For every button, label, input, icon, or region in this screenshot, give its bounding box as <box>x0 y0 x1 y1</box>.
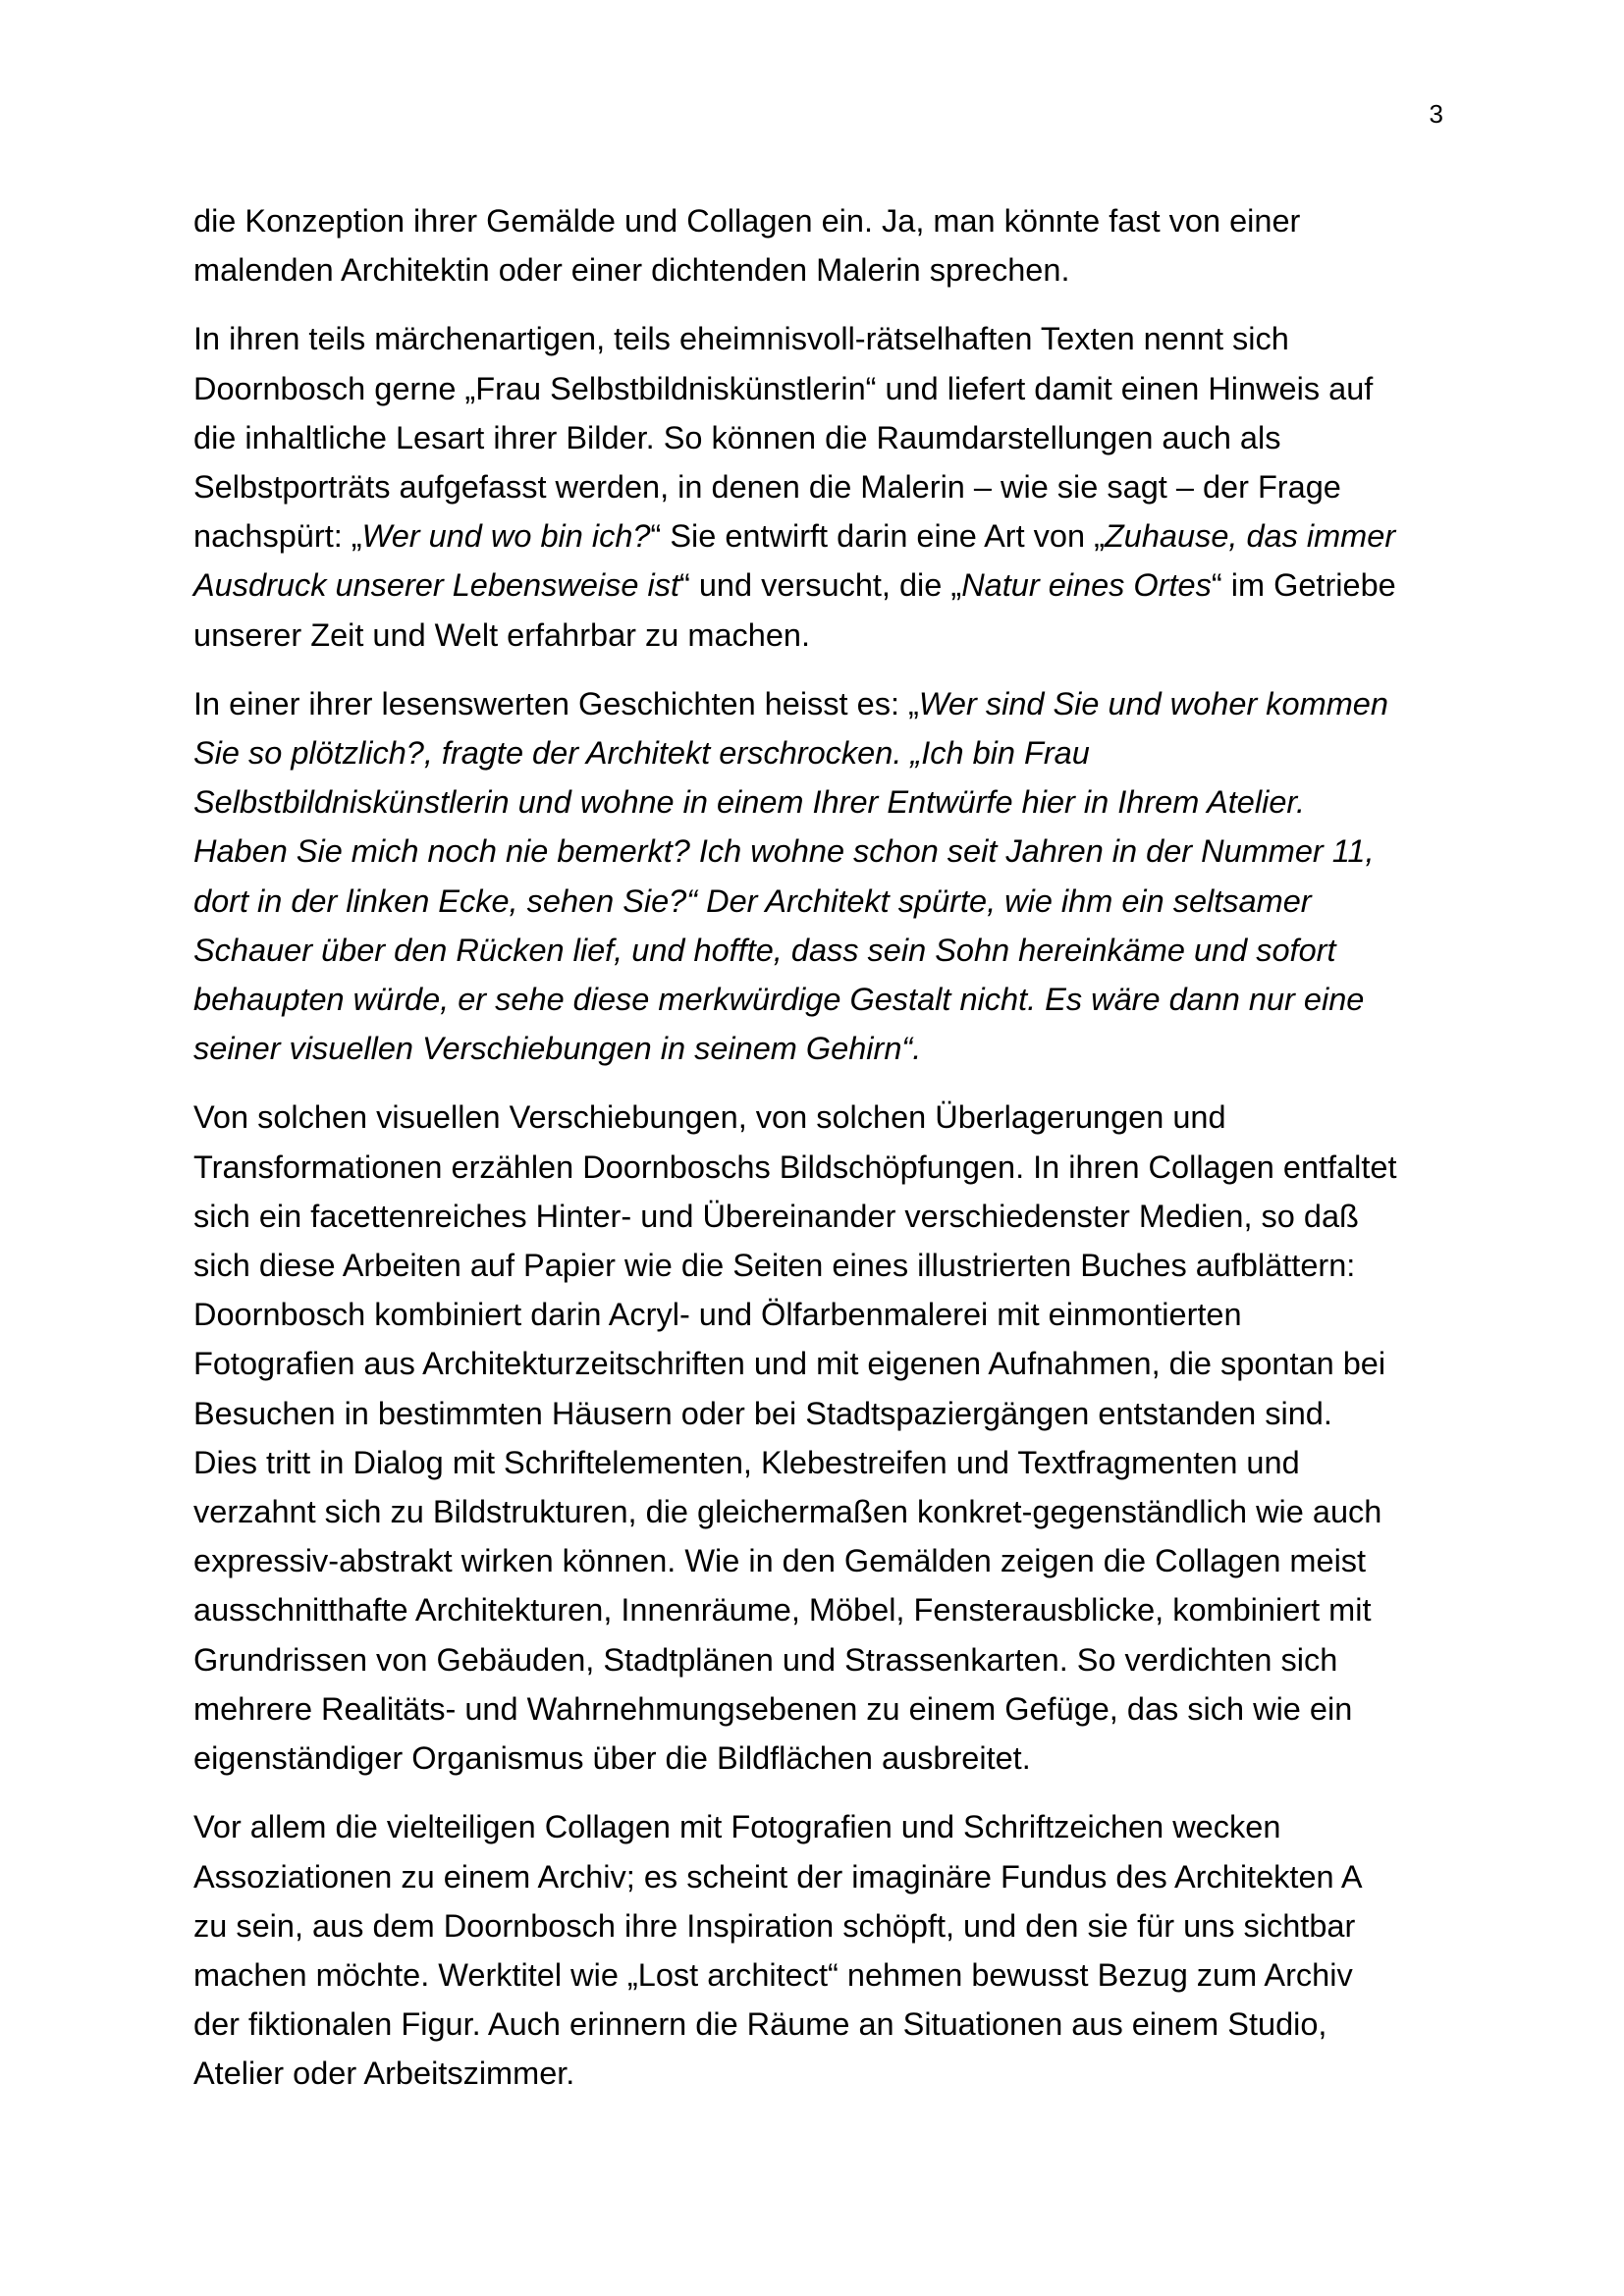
text-line <box>193 1802 1450 1851</box>
text-segment: “ und versucht, die „ <box>678 567 962 604</box>
text-segment: Assoziationen zu einem Archiv; es scheint der imaginäre Fundus des Architekten A <box>193 1858 1363 1895</box>
text-segment: Grundrissen von Gebäuden, Stadtplänen und Strassenkarten. So verdichten sich <box>193 1641 1338 1678</box>
paragraph <box>193 679 1450 1074</box>
text-line <box>193 1438 1450 1487</box>
text-line <box>193 611 1450 660</box>
text-segment: sich ein facettenreiches Hinter- und Übereinander verschiedenster Medien, so daß <box>193 1198 1359 1234</box>
text-line <box>193 413 1450 462</box>
text-line <box>193 1734 1450 1783</box>
italic-text-segment: Selbstbildniskünstlerin und wohne in einem Ihrer Entwürfe hier in Ihrem Atelier. <box>193 784 1306 821</box>
italic-text-segment: behaupten würde, er sehe diese merkwürdige Gestalt nicht. Es wäre dann nur eine <box>193 982 1365 1018</box>
text-segment: In einer ihrer lesenswerten Geschichten heisst es: „ <box>193 685 919 721</box>
text-line <box>193 1901 1450 1950</box>
text-segment: Von solchen visuellen Verschiebungen, von solchen Überlagerungen und <box>193 1099 1226 1136</box>
italic-text-segment: Haben Sie mich noch nie bemerkt? Ich wohne schon seit Jahren in der Nummer 11, <box>193 833 1375 870</box>
paragraph <box>193 1093 1450 1783</box>
text-segment: Besuchen in bestimmten Häusern oder bei Stadtspaziergängen entstanden sind. <box>193 1395 1332 1431</box>
text-segment: unserer Zeit und Welt erfahrbar zu machen. <box>193 616 811 653</box>
text-line <box>193 1024 1450 1073</box>
text-segment: Selbstporträts aufgefasst werden, in denen die Malerin – wie sie sagt – der Frage <box>193 469 1341 506</box>
text-segment: sich diese Arbeiten auf Papier wie die Seiten eines illustrierten Buches aufblättern: <box>193 1248 1356 1284</box>
text-segment: Atelier oder Arbeitszimmer. <box>193 2056 575 2092</box>
text-segment: Dies tritt in Dialog mit Schriftelementen, Klebestreifen und Textfragmenten und <box>193 1444 1300 1480</box>
text-segment: In ihren teils märchenartigen, teils eheimnisvoll-rätselhaften Texten nennt sich <box>193 321 1289 357</box>
text-segment: verzahnt sich zu Bildstrukturen, die gleichermaßen konkret-gegenständlich wie auch <box>193 1494 1382 1530</box>
text-line <box>193 245 1450 294</box>
text-line <box>193 1852 1450 1901</box>
text-segment: eigenständiger Organismus über die Bildflächen ausbreitet. <box>193 1740 1031 1777</box>
text-line <box>193 314 1450 363</box>
body-text <box>193 196 1450 2118</box>
text-line <box>193 679 1450 728</box>
italic-text-segment: Sie so plötzlich?, fragte der Architekt erschrocken. „Ich bin Frau <box>193 735 1090 772</box>
text-line <box>193 196 1450 245</box>
text-line <box>193 926 1450 975</box>
text-line <box>193 728 1450 777</box>
text-line <box>193 1192 1450 1241</box>
text-line <box>193 1389 1450 1438</box>
text-segment: “ im Getriebe <box>1211 567 1396 604</box>
text-line <box>193 1241 1450 1290</box>
text-line <box>193 1585 1450 1634</box>
text-segment: malenden Architektin oder einer dichtenden Malerin sprechen. <box>193 252 1070 289</box>
text-line <box>193 364 1450 413</box>
text-segment: mehrere Realitäts- und Wahrnehmungsebenen zu einem Gefüge, das sich wie ein <box>193 1690 1353 1727</box>
text-segment: “ Sie entwirft darin eine Art von „ <box>650 518 1105 555</box>
text-line <box>193 561 1450 610</box>
text-segment: Vor allem die vielteiligen Collagen mit Fotografien und Schriftzeichen wecken <box>193 1809 1281 1845</box>
text-line <box>193 1143 1450 1192</box>
text-segment: machen möchte. Werktitel wie „Lost architect“ nehmen bewusst Bezug zum Archiv <box>193 1956 1353 1993</box>
italic-text-segment: Wer sind Sie und woher kommen <box>918 685 1388 721</box>
italic-text-segment: seiner visuellen Verschiebungen in seinem Gehirn“. <box>193 1031 922 1067</box>
text-segment: Transformationen erzählen Doornboschs Bildschöpfungen. In ihren Collagen entfaltet <box>193 1148 1397 1185</box>
text-segment: zu sein, aus dem Doornbosch ihre Inspiration schöpft, und den sie für uns sichtbar <box>193 1907 1356 1944</box>
italic-text-segment: Zuhause, das immer <box>1104 518 1396 555</box>
text-segment: die Konzeption ihrer Gemälde und Collagen ein. Ja, man könnte fast von einer <box>193 203 1301 239</box>
italic-text-segment: Schauer über den Rücken lief, und hoffte, dass sein Sohn hereinkäme und sofort <box>193 932 1336 968</box>
text-line <box>193 877 1450 926</box>
text-segment: expressiv-abstrakt wirken können. Wie in den Gemälden zeigen die Collagen meist <box>193 1543 1367 1579</box>
text-line <box>193 827 1450 876</box>
italic-text-segment: Natur eines Ortes <box>961 567 1212 604</box>
page-number: 3 <box>1429 99 1443 129</box>
text-segment: Fotografien aus Architekturzeitschriften und mit eigenen Aufnahmen, die spontan bei <box>193 1346 1386 1382</box>
text-line <box>193 975 1450 1024</box>
text-line <box>193 1339 1450 1388</box>
text-segment: nachspürt: „ <box>193 518 362 555</box>
text-line <box>193 1093 1450 1142</box>
italic-text-segment: Wer und wo bin ich? <box>361 518 651 555</box>
paragraph <box>193 314 1450 659</box>
text-line <box>193 1487 1450 1536</box>
text-line <box>193 2000 1450 2049</box>
text-segment: die inhaltliche Lesart ihrer Bilder. So können die Raumdarstellungen auch als <box>193 419 1281 455</box>
text-segment: ausschnitthafte Architekturen, Innenräume, Möbel, Fensterausblicke, kombiniert mit <box>193 1592 1372 1629</box>
text-line <box>193 1950 1450 2000</box>
paragraph <box>193 196 1450 294</box>
italic-text-segment: Ausdruck unserer Lebensweise ist <box>193 567 679 604</box>
text-line <box>193 777 1450 827</box>
paragraph <box>193 1802 1450 2098</box>
italic-text-segment: dort in der linken Ecke, sehen Sie?“ Der Architekt spürte, wie ihm ein seltsamer <box>193 882 1312 919</box>
text-segment: Doornbosch kombiniert darin Acryl- und Ölfarbenmalerei mit einmontierten <box>193 1297 1242 1333</box>
text-line <box>193 1290 1450 1339</box>
text-line <box>193 1536 1450 1585</box>
text-line <box>193 1684 1450 1734</box>
text-segment: der fiktionalen Figur. Auch erinnern die Räume an Situationen aus einem Studio, <box>193 2006 1327 2043</box>
text-segment: Doornbosch gerne „Frau Selbstbildniskünstlerin“ und liefert damit einen Hinweis auf <box>193 370 1374 406</box>
text-line <box>193 511 1450 561</box>
text-line <box>193 462 1450 511</box>
text-line <box>193 1635 1450 1684</box>
text-line <box>193 2049 1450 2098</box>
